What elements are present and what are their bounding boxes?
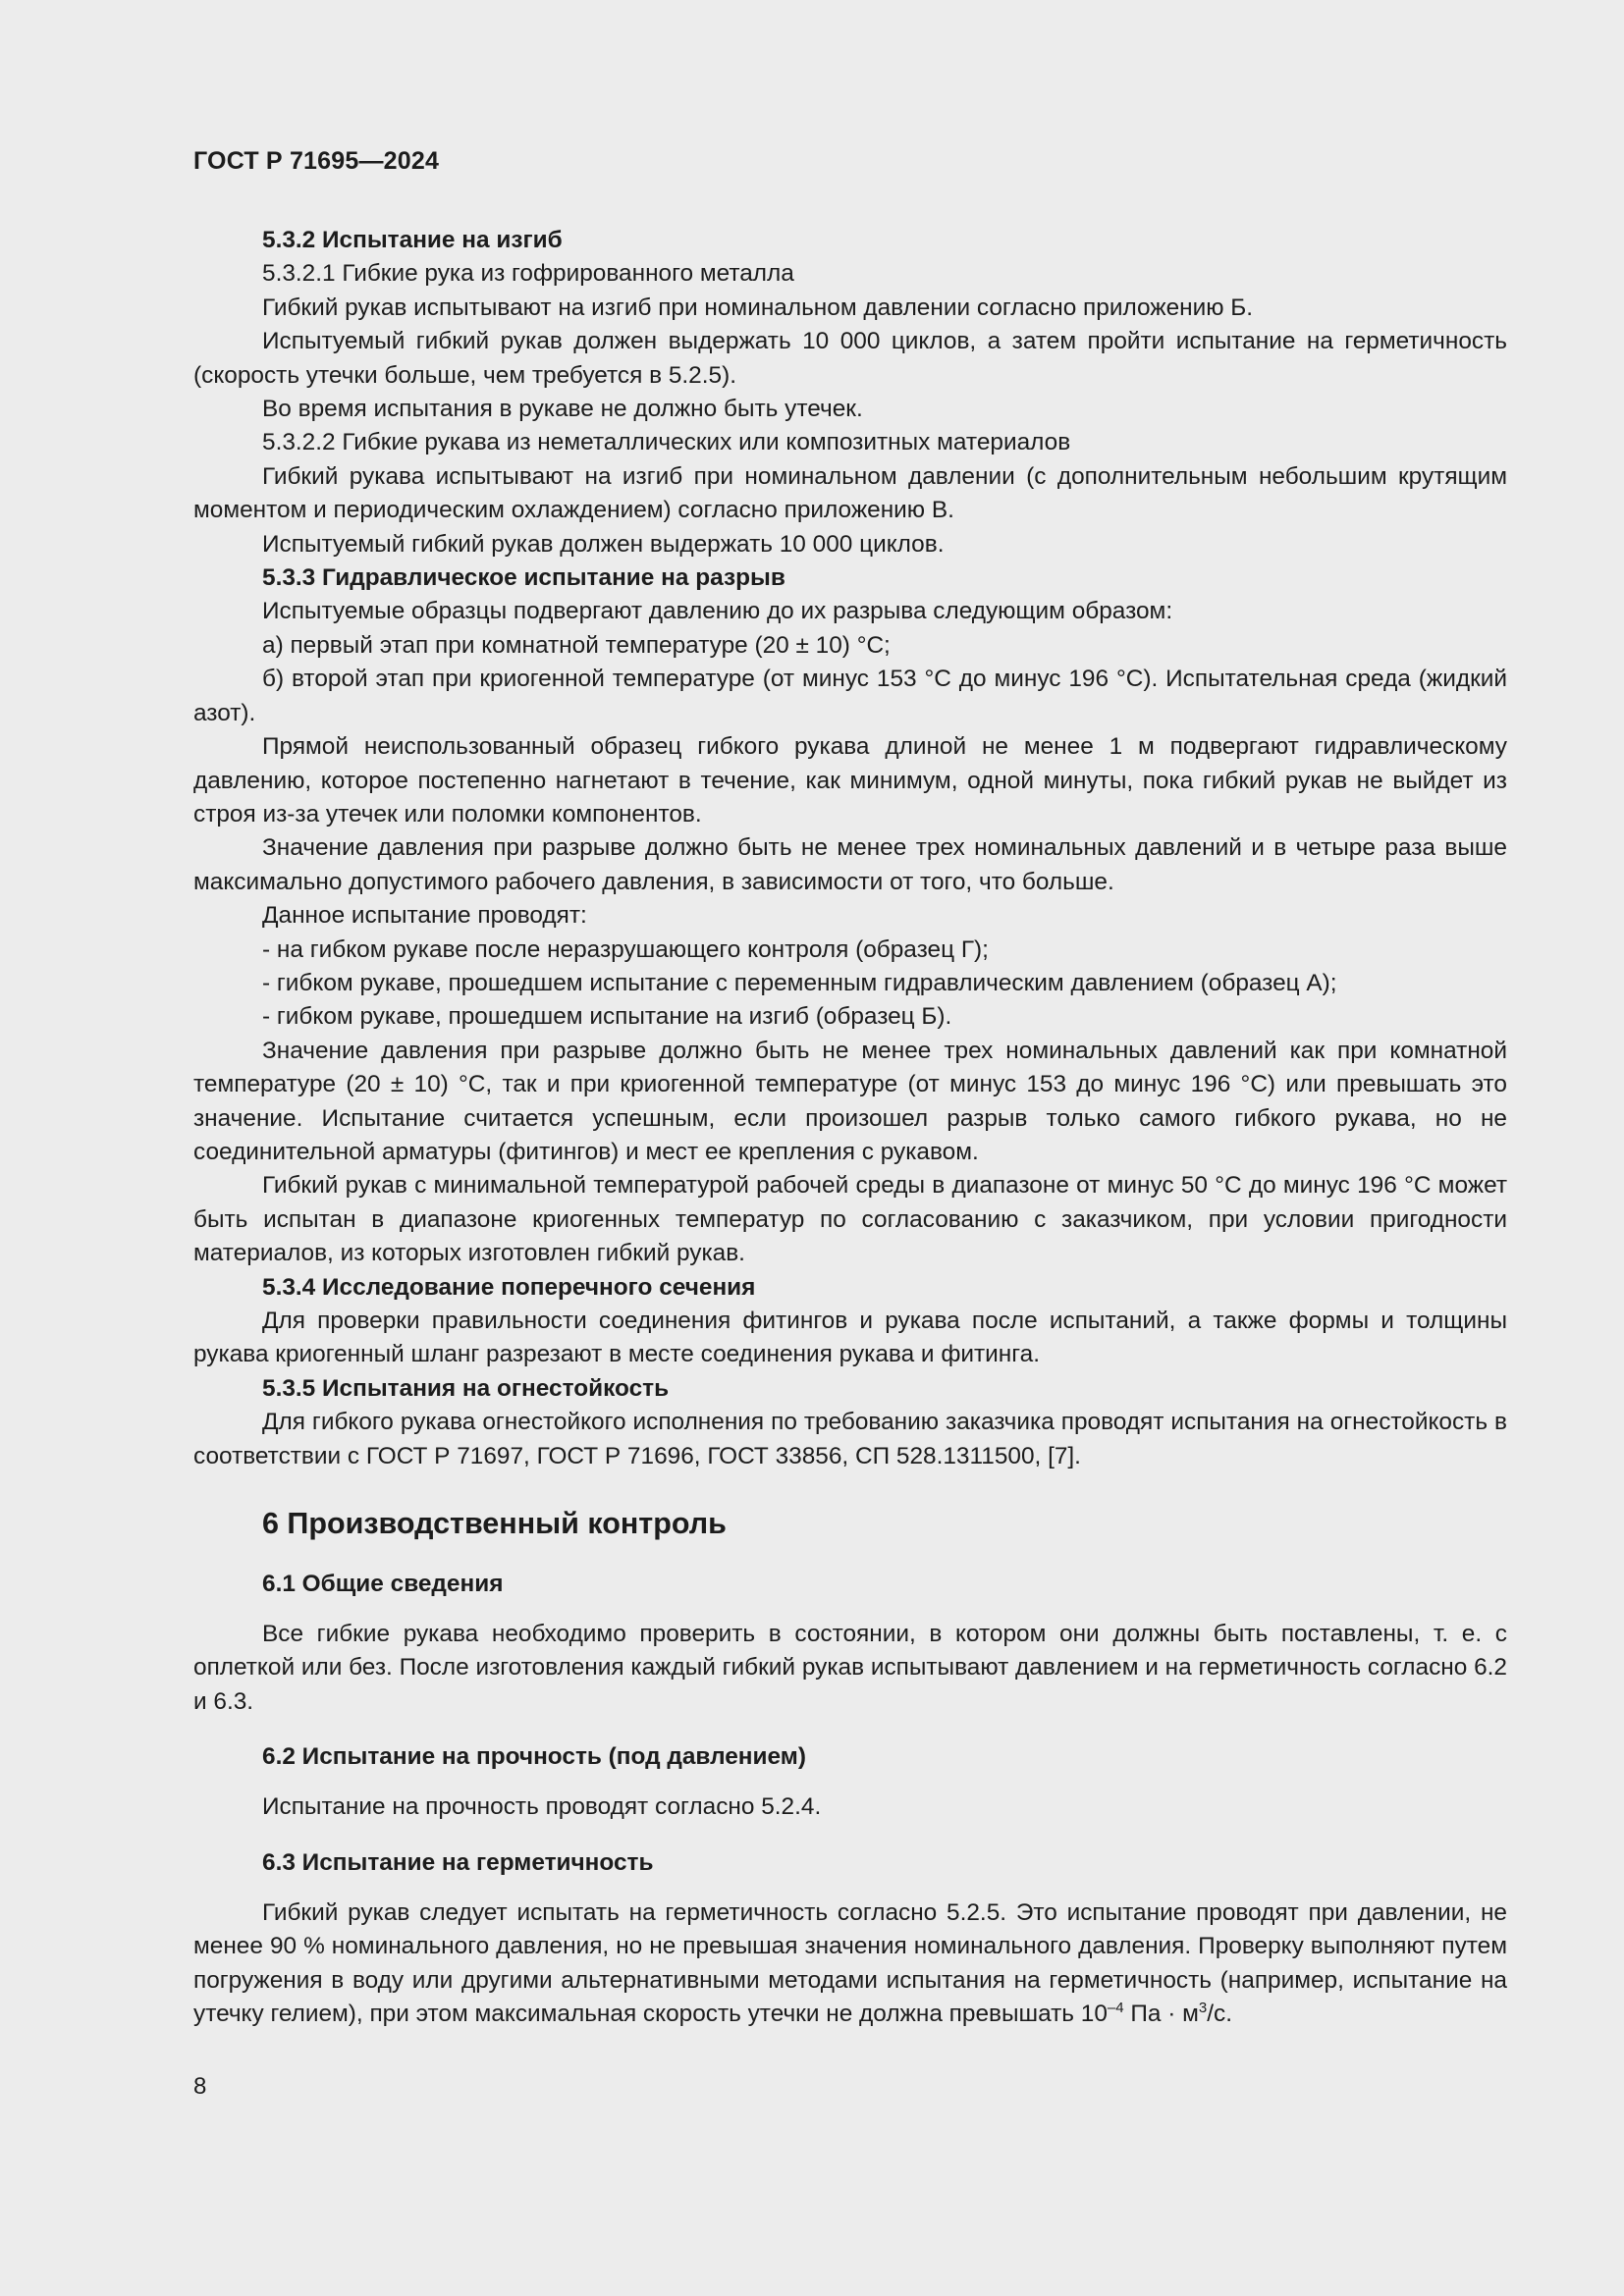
list-item: а) первый этап при комнатной температуре (20 ± 10) °С; (262, 631, 891, 659)
paragraph (193, 1896, 1507, 2032)
paragraph: Испытуемые образцы подвергают давлению до их разрыва следующим образом: (262, 598, 1173, 625)
paragraph: Данное испытание проводят: (262, 902, 587, 930)
section-6-2-body (193, 1790, 1507, 1824)
section-5-3-content (193, 224, 1507, 1473)
section-6-3-body (193, 1896, 1507, 2032)
list-item: - гибком рукаве, прошедшем испытание с переменным гидравлическим давлением (образец А); (262, 969, 1337, 996)
section-6-2-title: 6.2 Испытание на прочность (под давлением) (262, 1743, 806, 1770)
list-item: - на гибком рукаве после неразрушающего контроля (образец Г); (262, 935, 989, 963)
paragraph: Гибкий рукава испытывают на изгиб при номинальном давлении (с дополнительным небольшим крутящим моментом и периодическим охлаждением) согласно приложению В. (193, 462, 1507, 524)
page-number: 8 (193, 2073, 207, 2100)
document-header: ГОСТ Р 71695—2024 (193, 147, 440, 175)
unit-text: Па · м (1123, 2001, 1199, 2028)
paragraph: Гибкий рукав с минимальной температурой рабочей среды в диапазоне от минус 50 °С до минус 196 °С может быть испытан в диапазоне криогенных температур по согласованию с заказчиком, при условии пригодности материалов, из которых изготовлен гибкий рукав. (193, 1172, 1507, 1267)
paragraph: Все гибкие рукава необходимо проверить в состоянии, в котором они должны быть поставлены, т. е. с оплеткой или без. После изготовления каждый гибкий рукав испытывают давлением и на герметичность согласно 6.2 и 6.3. (193, 1621, 1507, 1715)
paragraph: Для гибкого рукава огнестойкого исполнения по требованию заказчика проводят испытания на огнестойкость в соответствии с ГОСТ Р 71697, ГОСТ Р 71696, ГОСТ 33856, СП 528.1311500, [7]. (193, 1409, 1507, 1469)
paragraph: Во время испытания в рукаве не должно быть утечек. (262, 396, 863, 423)
exponent: 3 (1198, 2000, 1208, 2017)
exponent: –4 (1107, 2000, 1124, 2017)
paragraph: Для проверки правильности соединения фитингов и рукава после испытаний, а также формы и толщины рукава криогенный шланг разрезают в месте соединения рукава и фитинга. (193, 1308, 1507, 1368)
section-6-1-title: 6.1 Общие сведения (262, 1571, 504, 1597)
paragraph: Значение давления при разрыве должно быть не менее трех номинальных давлений и в четыре раза выше максимально допустимого рабочего давления, в зависимости от того, что больше. (193, 834, 1507, 895)
list-item: б) второй этап при криогенной температуре (от минус 153 °С до минус 196 °С). Испытательная среда (жидкий азот). (193, 666, 1507, 726)
section-5-3-5-title: 5.3.5 Испытания на огнестойкость (262, 1374, 670, 1402)
section-5-3-3-title: 5.3.3 Гидравлическое испытание на разрыв (262, 564, 785, 592)
paragraph: Испытуемый гибкий рукав должен выдержать 10 000 циклов. (262, 530, 945, 558)
paragraph: Значение давления при разрыве должно быть не менее трех номинальных давлений как при комнатной температуре (20 ± 10) °С, так и при криогенной температуре (от минус 153 до минус 196 °С) или превышать это значение. Испытание считается успешным, если произошел разрыв только самого гибкого рукава, но не соединительной арматуры (фитингов) и мест ее крепления с рукавом. (193, 1037, 1507, 1165)
section-5-3-2-1-title: 5.3.2.1 Гибкие рука из гофрированного металла (262, 260, 794, 288)
section-5-3-2-2-title: 5.3.2.2 Гибкие рукава из неметаллических или композитных материалов (262, 429, 1071, 456)
section-6-3-title: 6.3 Испытание на герметичность (262, 1849, 654, 1876)
section-5-3-4-title: 5.3.4 Исследование поперечного сечения (262, 1273, 756, 1301)
paragraph: Прямой неиспользованный образец гибкого рукава длиной не менее 1 м подвергают гидравлическому давлению, которое постепенно нагнетают в течение, как минимум, одной минуты, пока гибкий рукав не выйдет из строя из-за утечек или поломки компонентов. (193, 733, 1507, 828)
paragraph: Испытание на прочность проводят согласно 5.2.4. (262, 1793, 822, 1820)
section-5-3-2-title: 5.3.2 Испытание на изгиб (262, 227, 563, 253)
section-6-1-body (193, 1618, 1507, 1719)
section-6-title: 6 Производственный контроль (262, 1507, 727, 1540)
paragraph: Гибкий рукав испытывают на изгиб при номинальном давлении согласно приложению Б. (262, 294, 1254, 321)
list-item: - гибком рукаве, прошедшем испытание на изгиб (образец Б). (262, 1003, 952, 1031)
unit-tail: /с. (1207, 2001, 1232, 2028)
paragraph: Испытуемый гибкий рукав должен выдержать 10 000 циклов, а затем пройти испытание на герметичность (скорость утечки больше, чем требуется в 5.2.5). (193, 328, 1507, 389)
paragraph-text: Гибкий рукав следует испытать на герметичность согласно 5.2.5. Это испытание проводят при давлении, не менее 90 % номинального давления, но не превышая значения номинального давления. Проверку выполняют путем погружения в воду или другими альтернативными методами испытания на герметичность (например, испытание на утечку гелием), при этом максимальная скорость утечки не должна превышать 10 (193, 1899, 1507, 2028)
